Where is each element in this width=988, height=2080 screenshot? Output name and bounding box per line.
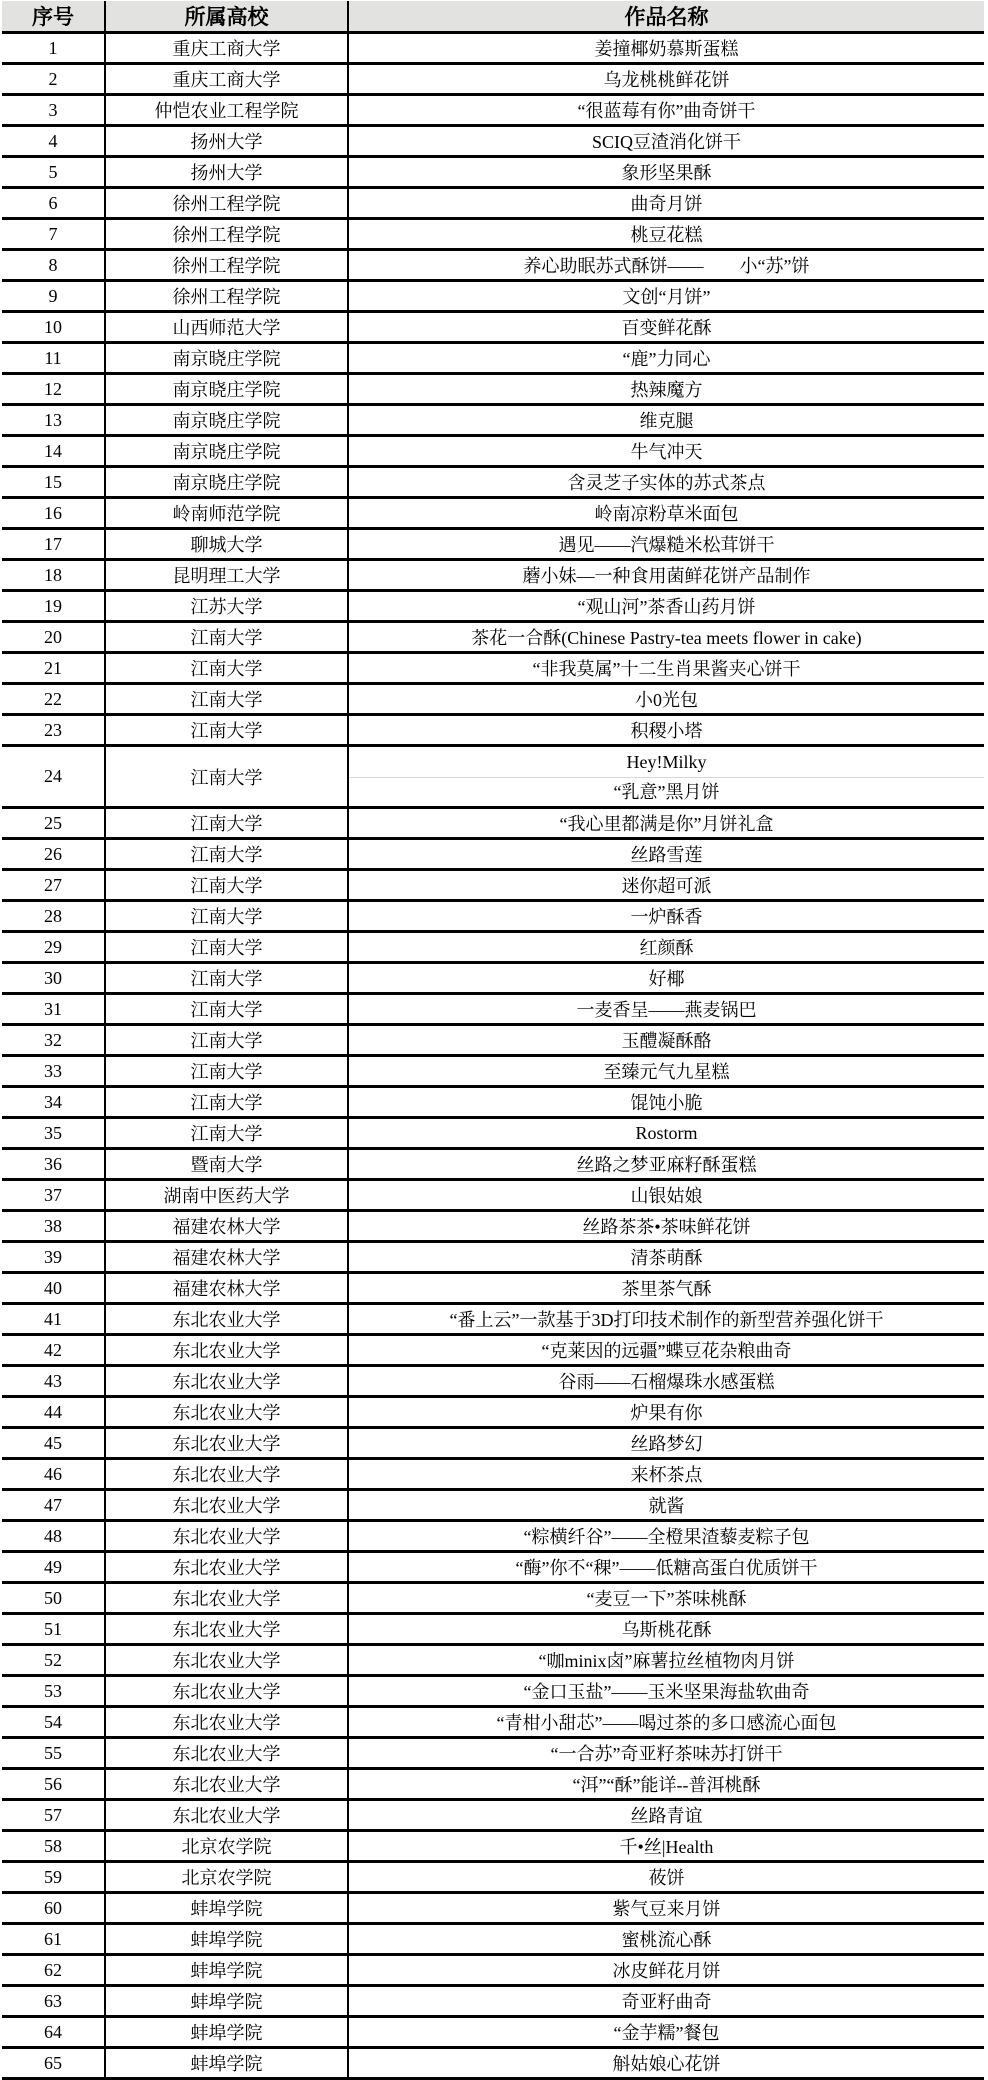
school-cell: 湖南中医药大学 <box>105 1180 348 1211</box>
table-row <box>2 1180 984 1211</box>
school-cell: 昆明理工大学 <box>105 560 348 591</box>
table-row <box>2 1087 984 1118</box>
serial-cell: 17 <box>44 533 62 554</box>
school-cell: 东北农业大学 <box>105 1800 348 1831</box>
serial-cell: 48 <box>44 1525 62 1546</box>
serial-cell: 57 <box>44 1804 62 1825</box>
school-cell: 江南大学 <box>105 901 348 932</box>
table-row <box>2 994 984 1025</box>
serial-cell: 54 <box>44 1711 62 1732</box>
work-cell: 炉果有你 <box>348 1397 984 1428</box>
work-cell: Rostorm <box>348 1118 984 1149</box>
table-row <box>2 684 984 715</box>
school-cell: 北京农学院 <box>105 1831 348 1862</box>
work-cell: 曲奇月饼 <box>348 188 984 219</box>
serial-cell: 14 <box>44 440 62 461</box>
table-row <box>2 1583 984 1614</box>
table-row <box>2 1955 984 1986</box>
serial-cell: 63 <box>44 1990 62 2011</box>
serial-cell: 22 <box>44 688 62 709</box>
table-row <box>2 1552 984 1583</box>
school-cell: 东北农业大学 <box>105 1707 348 1738</box>
school-cell: 山西师范大学 <box>105 312 348 343</box>
work-cell: 小0光包 <box>348 684 984 715</box>
serial-cell: 38 <box>44 1215 62 1236</box>
serial-cell: 9 <box>48 285 58 306</box>
work-cell: 红颜酥 <box>348 932 984 963</box>
work-cell: 斛姑娘心花饼 <box>348 2048 984 2079</box>
work-cell: 象形坚果酥 <box>348 157 984 188</box>
serial-cell: 64 <box>44 2021 62 2042</box>
school-cell: 蚌埠学院 <box>105 1955 348 1986</box>
work-cell: 蜜桃流心酥 <box>348 1924 984 1955</box>
table-row <box>2 1862 984 1893</box>
table-row <box>2 1056 984 1087</box>
serial-cell: 47 <box>44 1494 62 1515</box>
school-cell: 蚌埠学院 <box>105 1986 348 2017</box>
table-row <box>2 1428 984 1459</box>
header-cell-school: 所属高校 <box>105 1 348 33</box>
work-cell: “咖minix卤”麻薯拉丝植物肉月饼 <box>348 1645 984 1676</box>
table-row <box>2 746 984 808</box>
school-cell: 徐州工程学院 <box>105 219 348 250</box>
work-cell: 文创“月饼” <box>348 281 984 312</box>
work-cell: 岭南凉粉草米面包 <box>348 498 984 529</box>
school-cell: 东北农业大学 <box>105 1769 348 1800</box>
work-cell: 桃豆花糕 <box>348 219 984 250</box>
work-cell: “鹿”力同心 <box>348 343 984 374</box>
table-row <box>2 560 984 591</box>
school-cell: 岭南师范学院 <box>105 498 348 529</box>
table-row <box>2 1304 984 1335</box>
work-cell: 积稷小塔 <box>348 715 984 746</box>
table-row <box>2 591 984 622</box>
school-cell: 江南大学 <box>105 932 348 963</box>
table-row <box>2 374 984 405</box>
school-cell: 江南大学 <box>105 622 348 653</box>
serial-cell: 15 <box>44 471 62 492</box>
work-cell: “粽横纤谷”——全橙果渣藜麦粽子包 <box>348 1521 984 1552</box>
serial-cell: 34 <box>44 1091 62 1112</box>
serial-cell: 53 <box>44 1680 62 1701</box>
serial-cell: 26 <box>44 843 62 864</box>
serial-cell: 40 <box>44 1277 62 1298</box>
school-cell: 东北农业大学 <box>105 1738 348 1769</box>
table-row <box>2 405 984 436</box>
serial-cell: 13 <box>44 409 62 430</box>
school-cell: 徐州工程学院 <box>105 281 348 312</box>
work-cell: 就酱 <box>348 1490 984 1521</box>
serial-cell: 45 <box>44 1432 62 1453</box>
serial-cell: 7 <box>48 223 58 244</box>
serial-cell: 39 <box>44 1246 62 1267</box>
work-cell: 遇见——汽爆糙米松茸饼干 <box>348 529 984 560</box>
table-row <box>2 64 984 95</box>
table-row <box>2 436 984 467</box>
work-cell: “金口玉盐”——玉米坚果海盐软曲奇 <box>348 1676 984 1707</box>
table-row <box>2 95 984 126</box>
work-cell: 养心助眠苏式酥饼—— 小“苏”饼 <box>348 250 984 281</box>
table-row <box>2 1025 984 1056</box>
serial-cell: 23 <box>44 719 62 740</box>
table-row <box>2 343 984 374</box>
work-cell: 玉醴凝酥酪 <box>348 1025 984 1056</box>
school-cell: 东北农业大学 <box>105 1645 348 1676</box>
work-cell: 山银姑娘 <box>348 1180 984 1211</box>
serial-cell: 19 <box>44 595 62 616</box>
serial-cell: 44 <box>44 1401 62 1422</box>
school-cell: 东北农业大学 <box>105 1676 348 1707</box>
table-row <box>2 839 984 870</box>
school-cell: 江南大学 <box>105 1056 348 1087</box>
table-row <box>2 312 984 343</box>
work-cell: “一合苏”奇亚籽茶味苏打饼干 <box>348 1738 984 1769</box>
serial-cell: 56 <box>44 1773 62 1794</box>
school-cell: 江南大学 <box>105 870 348 901</box>
school-cell: 蚌埠学院 <box>105 2017 348 2048</box>
work-cell: 紫气豆来月饼 <box>348 1893 984 1924</box>
work-cell: 丝路茶茶•茶味鲜花饼 <box>348 1211 984 1242</box>
table-row <box>2 1211 984 1242</box>
work-cell: “很蓝莓有你”曲奇饼干 <box>348 95 984 126</box>
work-cell: 迷你超可派 <box>348 870 984 901</box>
table-row <box>2 1366 984 1397</box>
table-row <box>2 963 984 994</box>
school-cell: 东北农业大学 <box>105 1583 348 1614</box>
school-cell: 南京晓庄学院 <box>105 343 348 374</box>
school-cell: 暨南大学 <box>105 1149 348 1180</box>
work-cell: 含灵芝子实体的苏式茶点 <box>348 467 984 498</box>
school-cell: 蚌埠学院 <box>105 2048 348 2079</box>
work-cell: “非我莫属”十二生肖果酱夹心饼干 <box>348 653 984 684</box>
table-row <box>2 1397 984 1428</box>
table-row <box>2 870 984 901</box>
table-row <box>2 33 984 64</box>
table-row <box>2 1738 984 1769</box>
table-row <box>2 1490 984 1521</box>
school-cell: 东北农业大学 <box>105 1552 348 1583</box>
serial-cell: 60 <box>44 1897 62 1918</box>
table-row <box>2 1521 984 1552</box>
table-row <box>2 1986 984 2017</box>
serial-cell: 20 <box>44 626 62 647</box>
table-row <box>2 808 984 839</box>
table-row <box>2 1149 984 1180</box>
school-cell: 仲恺农业工程学院 <box>105 95 348 126</box>
serial-cell: 32 <box>44 1029 62 1050</box>
table-row <box>2 1831 984 1862</box>
table-row <box>2 1893 984 1924</box>
work-cell: “观山河”茶香山药月饼 <box>348 591 984 622</box>
serial-cell: 27 <box>44 874 62 895</box>
work-cell: 牛气冲天 <box>348 436 984 467</box>
table-header <box>2 1 984 33</box>
school-cell: 江南大学 <box>105 963 348 994</box>
school-cell: 江南大学 <box>105 1025 348 1056</box>
table-row <box>2 219 984 250</box>
serial-cell: 58 <box>44 1835 62 1856</box>
serial-cell: 18 <box>44 564 62 585</box>
work-cell: 来杯茶点 <box>348 1459 984 1490</box>
work-cell: 至臻元气九星糕 <box>348 1056 984 1087</box>
serial-cell: 2 <box>48 68 58 89</box>
school-cell: 东北农业大学 <box>105 1335 348 1366</box>
school-cell: 东北农业大学 <box>105 1490 348 1521</box>
serial-cell: 43 <box>44 1370 62 1391</box>
school-cell: 徐州工程学院 <box>105 188 348 219</box>
table-row <box>2 250 984 281</box>
work-line: Hey!Milky <box>626 751 707 772</box>
work-cell: 奇亚籽曲奇 <box>348 1986 984 2017</box>
table-row <box>2 622 984 653</box>
work-cell: “克莱因的远疆”蝶豆花杂粮曲奇 <box>348 1335 984 1366</box>
work-cell: 丝路梦幻 <box>348 1428 984 1459</box>
school-cell: 福建农林大学 <box>105 1211 348 1242</box>
work-cell: “青柑小甜芯”——喝过茶的多口感流心面包 <box>348 1707 984 1738</box>
serial-cell: 6 <box>48 192 58 213</box>
table-row <box>2 1707 984 1738</box>
work-cell: 百变鲜花酥 <box>348 312 984 343</box>
school-cell: 东北农业大学 <box>105 1304 348 1335</box>
work-cell <box>348 746 984 808</box>
school-cell: 江南大学 <box>105 684 348 715</box>
work-cell: 好椰 <box>348 963 984 994</box>
school-cell: 东北农业大学 <box>105 1614 348 1645</box>
serial-cell: 11 <box>44 347 62 368</box>
serial-cell: 52 <box>44 1649 62 1670</box>
serial-cell: 42 <box>44 1339 62 1360</box>
work-cell: 谷雨——石榴爆珠水感蛋糕 <box>348 1366 984 1397</box>
school-cell: 聊城大学 <box>105 529 348 560</box>
work-cell: 一麦香呈——燕麦锅巴 <box>348 994 984 1025</box>
table-row <box>2 467 984 498</box>
work-line: “乳意”黑月饼 <box>349 777 984 806</box>
work-cell: 乌龙桃桃鲜花饼 <box>348 64 984 95</box>
work-cell: 乌斯桃花酥 <box>348 1614 984 1645</box>
school-cell: 徐州工程学院 <box>105 250 348 281</box>
serial-cell: 50 <box>44 1587 62 1608</box>
work-cell: 蘑小妹—一种食用菌鲜花饼产品制作 <box>348 560 984 591</box>
work-cell: 丝路青谊 <box>348 1800 984 1831</box>
table-row <box>2 901 984 932</box>
table-row <box>2 715 984 746</box>
school-cell: 东北农业大学 <box>105 1397 348 1428</box>
table-row <box>2 498 984 529</box>
school-cell: 江南大学 <box>105 1118 348 1149</box>
school-cell: 福建农林大学 <box>105 1273 348 1304</box>
table-row <box>2 932 984 963</box>
work-cell: “金芋糯”餐包 <box>348 2017 984 2048</box>
school-cell: 重庆工商大学 <box>105 33 348 64</box>
header-cell-serial: 序号 <box>2 1 105 33</box>
school-cell: 东北农业大学 <box>105 1459 348 1490</box>
serial-cell: 51 <box>44 1618 62 1639</box>
serial-cell: 28 <box>44 905 62 926</box>
work-cell: 冰皮鲜花月饼 <box>348 1955 984 1986</box>
work-cell: 热辣魔方 <box>348 374 984 405</box>
table-row <box>2 1924 984 1955</box>
header-cell-work: 作品名称 <box>348 1 984 33</box>
serial-cell: 33 <box>44 1060 62 1081</box>
serial-cell: 55 <box>44 1742 62 1763</box>
table-row <box>2 1459 984 1490</box>
table-row <box>2 1242 984 1273</box>
school-cell: 南京晓庄学院 <box>105 374 348 405</box>
school-cell: 扬州大学 <box>105 126 348 157</box>
school-cell: 南京晓庄学院 <box>105 436 348 467</box>
school-cell: 江南大学 <box>105 1087 348 1118</box>
serial-cell: 37 <box>44 1184 62 1205</box>
serial-cell: 49 <box>44 1556 62 1577</box>
work-cell: 茶里茶气酥 <box>348 1273 984 1304</box>
table-row <box>2 281 984 312</box>
school-cell: 江南大学 <box>105 839 348 870</box>
work-cell: 千•丝|Health <box>348 1831 984 1862</box>
work-cell: 一炉酥香 <box>348 901 984 932</box>
serial-cell: 16 <box>44 502 62 523</box>
table-row <box>2 188 984 219</box>
work-cell: “我心里都满是你”月饼礼盒 <box>348 808 984 839</box>
school-cell: 江南大学 <box>105 994 348 1025</box>
table-row <box>2 157 984 188</box>
serial-cell: 5 <box>48 161 58 182</box>
school-cell: 东北农业大学 <box>105 1366 348 1397</box>
school-cell: 东北农业大学 <box>105 1428 348 1459</box>
work-cell: “麦豆一下”茶味桃酥 <box>348 1583 984 1614</box>
work-cell: SCIQ豆渣消化饼干 <box>348 126 984 157</box>
serial-cell: 25 <box>44 812 62 833</box>
table-row <box>2 1614 984 1645</box>
school-cell: 重庆工商大学 <box>105 64 348 95</box>
school-cell: 蚌埠学院 <box>105 1924 348 1955</box>
serial-cell: 30 <box>44 967 62 988</box>
work-cell: “洱”“酥”能详--普洱桃酥 <box>348 1769 984 1800</box>
works-table <box>2 1 984 2080</box>
serial-cell: 3 <box>48 99 58 120</box>
work-cell: 馄饨小脆 <box>348 1087 984 1118</box>
serial-cell: 4 <box>48 130 58 151</box>
table-row <box>2 1769 984 1800</box>
work-cell: “番上云”一款基于3D打印技术制作的新型营养强化饼干 <box>348 1304 984 1335</box>
school-cell: 福建农林大学 <box>105 1242 348 1273</box>
table-row <box>2 1273 984 1304</box>
table-row <box>2 2048 984 2079</box>
serial-cell: 29 <box>44 936 62 957</box>
header-row <box>2 1 984 33</box>
serial-cell: 21 <box>44 657 62 678</box>
work-cell: 丝路之梦亚麻籽酥蛋糕 <box>348 1149 984 1180</box>
serial-cell: 1 <box>48 37 58 58</box>
school-cell: 扬州大学 <box>105 157 348 188</box>
serial-cell: 36 <box>44 1153 62 1174</box>
school-cell: 江南大学 <box>105 808 348 839</box>
table-row <box>2 2017 984 2048</box>
serial-cell: 62 <box>44 1959 62 1980</box>
work-cell: 茶花一合酥(Chinese Pastry-tea meets flower in cake) <box>348 622 984 653</box>
serial-cell: 65 <box>44 2052 62 2073</box>
work-cell: 清茶萌酥 <box>348 1242 984 1273</box>
school-cell: 江南大学 <box>105 653 348 684</box>
table-row <box>2 653 984 684</box>
serial-cell: 12 <box>44 378 62 399</box>
serial-cell: 24 <box>44 766 62 786</box>
school-cell: 江南大学 <box>105 715 348 746</box>
serial-cell: 46 <box>44 1463 62 1484</box>
table-row <box>2 1118 984 1149</box>
work-cell: 丝路雪莲 <box>348 839 984 870</box>
school-cell: 江苏大学 <box>105 591 348 622</box>
work-cell: “酶”你不“稞”——低糖高蛋白优质饼干 <box>348 1552 984 1583</box>
table-row <box>2 1800 984 1831</box>
school-cell: 东北农业大学 <box>105 1521 348 1552</box>
serial-cell: 35 <box>44 1122 62 1143</box>
table-row <box>2 1645 984 1676</box>
school-cell: 蚌埠学院 <box>105 1893 348 1924</box>
serial-cell: 8 <box>48 254 58 275</box>
work-cell: 姜撞椰奶慕斯蛋糕 <box>348 33 984 64</box>
serial-cell: 61 <box>44 1928 62 1949</box>
table-body <box>2 33 984 2079</box>
serial-cell: 59 <box>44 1866 62 1887</box>
serial-cell: 41 <box>44 1308 62 1329</box>
table-row <box>2 126 984 157</box>
serial-cell: 31 <box>44 998 62 1019</box>
serial-cell: 10 <box>44 316 62 337</box>
school-cell: 北京农学院 <box>105 1862 348 1893</box>
school-cell: 南京晓庄学院 <box>105 405 348 436</box>
work-cell: 莜饼 <box>348 1862 984 1893</box>
table-row <box>2 529 984 560</box>
work-cell: 维克腿 <box>348 405 984 436</box>
school-cell: 江南大学 <box>105 746 348 808</box>
school-cell: 南京晓庄学院 <box>105 467 348 498</box>
table-row <box>2 1335 984 1366</box>
table-row <box>2 1676 984 1707</box>
